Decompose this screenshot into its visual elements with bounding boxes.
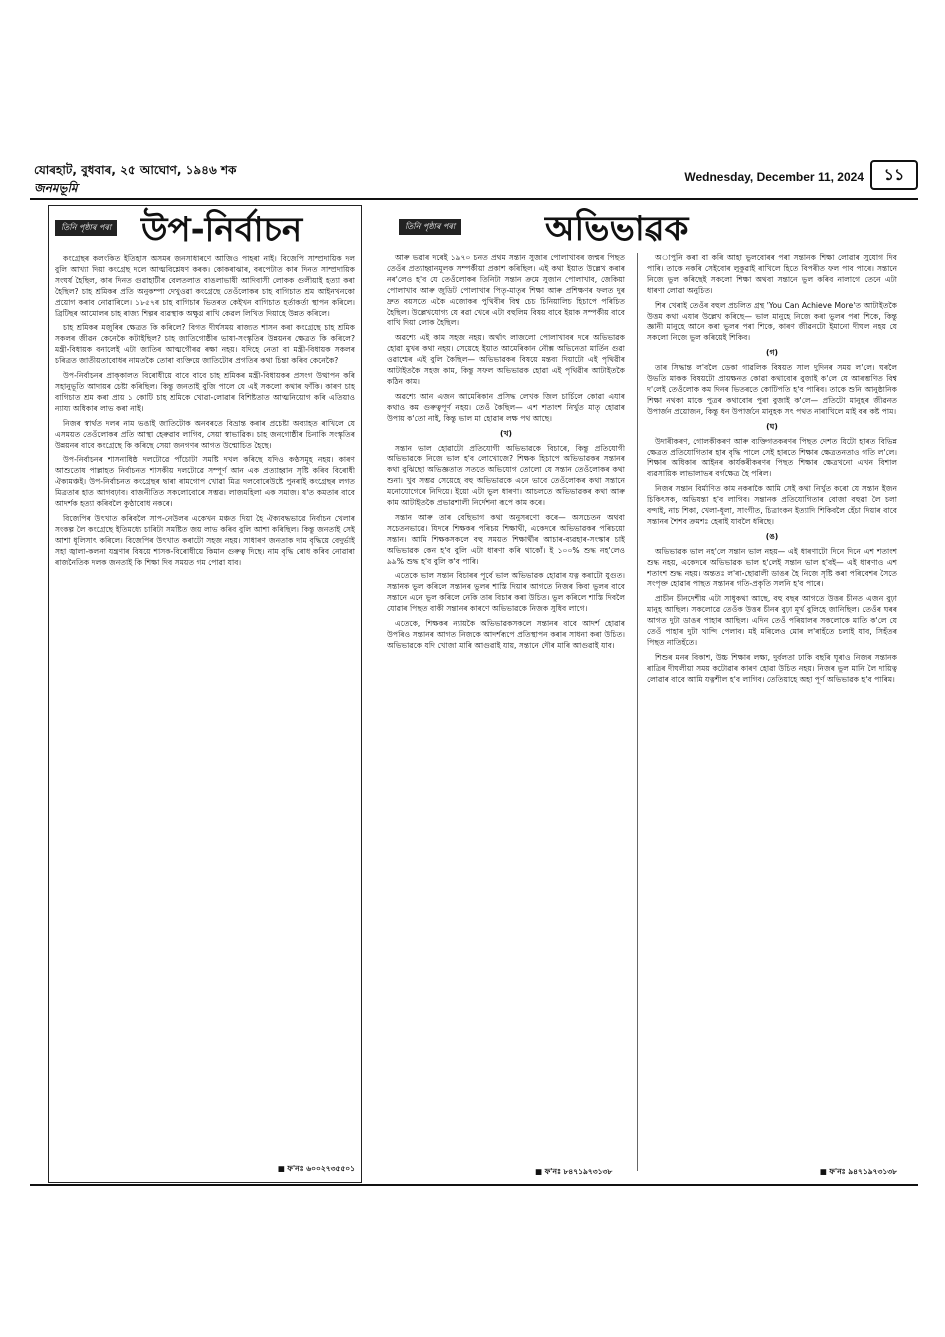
right-col2-para: অভিভাৱক ভাল নহ'লে সন্তান ভাল নহয়— এই ধাৰণাটো দিনে দিনে এশ শতাংশ শুদ্ধ নহয়, একেদৰে অভিভাৱক ভাল হ'লেই সন্তান ভাল হ'বই— এই ধাৰণাও এশ শতাংশ শুদ্ধ নহয়। অন্ততঃ ল'ৰা-ছোৱালী ডাঙৰ হৈ নিজে সৃষ্টি কৰা পৰিবেশৰ সৈতে সংপৃক্ত হোৱাৰ পাছত সন্তানৰ গতি-প্ৰকৃতি সলনি হ'ব পাৰে।	[647, 546, 897, 589]
right-col2-para: শিৰ খেৰাই তেওঁৰ বহুল প্ৰচলিত গ্ৰন্থ 'You Can Achieve More'ত আটাইতকৈ উত্তম কথা এযাৰ উল্লেখ কৰিছে— ভাল মানুহে নিজে কৰা ভুলৰ পৰা শিকে, কিন্তু জ্ঞানী মানুহে আনে কৰা ভুলৰ পৰা শিকে, কাৰণ জীৱনটো ইমানো দীঘল নহয় যে সকলো নিজে ভুল কৰিয়েই শিকিব।	[647, 300, 897, 343]
left-paragraph: চাহ শ্ৰমিকৰ মজুৰিৰ ক্ষেত্ৰত কি কৰিলে? বিগত দীৰ্ঘসময় ৰাজ্যত শাসন কৰা কংগ্ৰেছে চাহ শ্ৰমিক সকলৰ জীৱন কেনেকৈ কটাইছিল? চাহ জাতিগোষ্ঠীৰ ভাষা-সংস্কৃতিৰ উন্নয়নৰ ক্ষেত্ৰত কি কৰিলে? মন্ত্ৰী-বিধায়ক বনালেই এটা জাতিৰ আত্মগৌৰৱ ৰক্ষা নহয়। যদিহে নেতা বা মন্ত্ৰী-বিধায়ক সকলৰ চৰিত্ৰত জাতীয়তাবোধৰ নামতকৈ তোৰা ব্যক্তিয়ে জাতিটোৰ প্ৰগতিৰ কথা চিন্তা কৰিব কেনেকৈ?	[55, 323, 355, 366]
section-number: (ঙ)	[765, 531, 779, 541]
right-col1-para: এতেকে ভাল সন্তান বিচাৰৰ পূৰ্বে ভাল অভিভাৱক হোৱাৰ যত্ন কৰাটো যুগুত। সন্তানক ভুল কৰিলে সন্তানৰ ভুলৰ শাস্তি দিয়াৰ আগতে নিজৰ কিবা ভুলৰ বাবে সন্তানে এনে ভুল কৰিলে নেকি তাৰ বিচাৰ কৰা উচিত। ভুল কৰিলে শাস্তি দিবলৈ যোৱাৰ পিছত বাকী সন্তানৰ কাৰণে অভিভাৱকে নিজক সুধিব লাগে।	[387, 571, 625, 614]
right-col2-para: শিশুৰ মনৰ বিকাশ, উচ্চ শিক্ষাৰ লক্ষ্য, দুৰ্বলতা ঢাকি বছৰি ঘূৰাও নিজৰ সন্তানক ৰাত্ৰিৰ দীঘলীয়া সময় কটোৱাৰ কাৰণ হোৱা উচিত নহয়। নিজৰ ভুল মানি লৈ দায়িত্ব লোৱাৰ বাবে আমি যত্নশীল হ'ব লাগিব। তেতিয়াহে অহা পূৰ্ণ অভিভাৱক হ'ব পাৰিম।	[647, 652, 897, 684]
right-kicker: তিনি পৃষ্ঠাৰ পৰা	[399, 219, 461, 235]
right-col2-para: নিজৰ সন্তান বিৰ্মাণিত কাম নকৰাকৈ আমি সেই কথা নিৰ্খুত কৰো যে সন্তান ইজন চিকিৎসক, অভিযন্তা হ'ব লাগিব। সন্তানক প্ৰতিযোগিতাৰ বোজা বহুৱা লৈ চলা বন্দাই, নাচ শিকা, খেলা-ধূলা, সাংগীত, চিত্ৰাংকন ইত্যাদি শিকিবলৈ হেঁচা দিয়াৰ বাবে সন্তানৰ শৈশব ক্ৰমশঃ হেৰাই যাবলৈ ধৰিছে।	[647, 484, 897, 526]
section-number: (খ)	[500, 428, 512, 438]
right-col1-para: আৰু ভৱাৰ দৰেই ১৯৭০ চনত প্ৰথম সন্তান সুজাৰ পোলাখাবৰ জন্মৰ পিছত তেওঁৰ প্ৰত্যাহ্বানমূলক সম্পৰ্কীয়া প্ৰকাশ কৰিছিল। এই কথা ইয়াত উল্লেখ কৰাৰ নৰ'লেও হ'ব যে তেওঁলোকৰ তিনিটা সন্তান ক্ৰমে সুজান পোলাখাব, জেকিয়া পোলাখাব আৰু জুডিট পোলাখাৰ পিতৃ-মাতৃৰ শিক্ষা আৰু প্ৰশিক্ষণৰ ফলত দুৰ দ্ৰুত বয়সতে একৈ এজোকৰ পুথিবীৰ বিশ্ব চেচ চিনিয়ালিচ হিচাপে পৰিচিত হৈছিল। উল্লেখযোগ্য যে ৰৱা খেৰে এটা বহুলিম বিষয় বাবে ইয়াক সম্পৰ্কীয় বাবে বাখি দিয়া লোক হৈছিল।	[387, 253, 625, 328]
right-title-row	[385, 205, 897, 253]
left-phone-byline: ■ ফ'নঃ ৬০০২৭৩৫৫০১	[277, 1164, 355, 1173]
section-number: (গ)	[766, 348, 778, 358]
masthead	[30, 160, 918, 204]
left-paragraph: উপ-নিৰ্বাচনৰ শাসনাধিষ্ঠ দলটোৱে পাঁচোটা সমষ্টি দখল কৰিছে যদিও কণ্ঠসমূহ নহয়। কাৰণ আশুতোষ পাল্লাহত নিৰ্বাচনত শাসকীয় দলটোৱে সম্পূৰ্ণ আন এক প্ৰত্যাহ্বান সৃষ্টি কৰিব বিৰোধী ঐক্যমঞ্চই। উপ-নিৰ্বাচনত কংগ্ৰেছৰ দ্বাৰা ৰামগোপ খোৱা মিত্ৰ দলবোৰেউষ্টে পুনৰাই কংগ্ৰেছৰ লগত মিত্ৰতাৰ হাত আগবঢ়াব। বাজনীতিত সকলোবোৰে সম্ভৱ। লাজমহিলা এক সমাজ। ষ'ত কমতাৰ বাবে আদৰ্শক হত্যা কৰিবলৈ কুণ্ঠাবোধ নকৰে।	[55, 455, 355, 509]
left-article	[48, 205, 362, 1183]
header-rule	[30, 198, 918, 200]
right-col1-para: অৱশ্যে আন এজন আমেৰিকান প্ৰসিদ্ধ লেখক জিল চাৰ্চিলে কোৱা এযাৰ কথাও কম গুৰুত্বপূৰ্ণ নহয়। তেওঁ কৈছিল— এশ শতাংশ নিৰ্খুত মাতৃ হোৱাৰ উপায় ক'তো নাই, কিন্তু ভাল মা হোৱাৰ লক্ষ পথ আছে।	[387, 391, 625, 423]
left-kicker: তিনি পৃষ্ঠাৰ পৰা	[55, 220, 117, 236]
newspaper-logo: জনমভূমি	[34, 181, 78, 195]
left-article-body	[55, 254, 355, 1164]
right-headline: অভিভাৱক	[545, 209, 689, 249]
right-col1-para: সন্তান ভাল হোৱাটো প্ৰতিযোগী অভিভাৱকে বিচাৰে, কিন্তু প্ৰতিযোগী অভিভাৱকে নিজে ভাল হ'ব লোখোজে? শিক্ষক হিচাপে অভিভাৱকৰ সন্তানৰ কথা বুঝিছো অভিজ্ঞতাত সততে অভিযোগ তোলো যে সন্তান তেওঁলোকৰ কথা শুনা। খুব সম্ভৱ সেয়েহে বহু অভিভাৱকে এনে ভাবে তেওঁলোকৰ কথা সন্তানে মনোযোগেৰে নিদিয়ে। ইয়ো এটা ভুল ধাৰণা। আচলতে অভিভাৱকৰ কথা আৰু কাম আটাইতকৈ প্ৰভাৱশালী নিৰ্দেশনা ৰূপে কাম কৰে।	[387, 443, 625, 508]
dateline: যোৰহাট, বুধবাৰ, ২৫ আঘোণ, ১৯৪৬ শক	[34, 163, 237, 177]
right-article-col-1	[387, 253, 625, 1171]
right-col2-para: উদাৰীকৰণ, গোলকীকৰণ আৰু ব্যক্তিগতকৰণৰ পিছত দেশত যিটো হাৰত বিভিন্ন ক্ষেত্ৰত প্ৰতিযোগিতাৰ হাৰ বৃদ্ধি পালে সেই হাৰতে শিক্ষাৰ ক্ষেত্ৰতনতাও গতি ল'লে। শিক্ষাৰ অধিকাৰ আইনৰ কাৰ্যকৰীকৰণৰ পিছত শিক্ষাৰ ক্ষেত্ৰখনো এখন বিশাল ব্যৱসায়িক লাভালাভৰ বৰ্গক্ষেত্ৰ হৈ পৰিল।	[647, 436, 897, 479]
column-divider	[637, 253, 638, 1171]
right-article	[385, 205, 897, 1181]
right-col1-para: সন্তান আৰু তাৰ বেছিভাগ কথা অনুসৰণো কৰে— অসচেতন অথবা সচেতনভাৱে। যিদৰে শিক্ষকৰ পৰিচয় শিক্ষাথী, একেদৰে অভিভাৱকৰ পৰিচয়ো সন্তান। আমি শিক্ষকসকলে বহু সময়ত শিক্ষাৰ্থীৰ আচাৰ-ব্যৱহাৰ-সংস্কাৰ চাই অভিভাৱক কেন হ'ব বুলি এটা ধাৰণা কৰি থাকোঁ। ই ১০০% শুদ্ধ নহ'লেও ৯৯% শুদ্ধ হ'ব বুলি ক'ব পাৰি।	[387, 512, 625, 566]
english-date: Wednesday, December 11, 2024	[684, 170, 864, 184]
right-phone-byline-a: ■ ফ'নঃ ৮৪৭১৯৭৩১৩৮	[535, 1167, 613, 1176]
right-col1-para: অৱশ্যে এই কাম সহজ নহয়। অৰ্থাৎ লাজলো পোলাখাবৰ দৰে অভিভাৱক হোৱা মুখৰ কথা নহয়। সেয়েহে ইয়াত আমেৰিকান নৌক্স অভিনেতা মাৰ্তিন গুৱা ওৱাশ্মেৰ এই বুলি কৈছিল— অভিভাৱকৰ বিষয়ে মন্তব্য দিয়াটো এই পৃথিৱীৰ আটাইতকৈ সহজ কাম, কিন্তু সফল অভিভাৱক হোৱা এই পৃথিৱীৰ আটাইতকৈ কঠিন কাম।	[387, 333, 625, 386]
right-col2-para: অাপুনি কৰা বা কৰি আহা ভুলবোৰৰ পৰা সন্তানক শিক্ষা লোৱাৰ সুযোগ দিব পাৰি। তাকে নকৰি সেইবোৰ লুকুৱাই ৰাখিলে হিতে বিপৰীত ফল পাব পাৰে। সন্তানে নিজে ভুল কৰিছেই সকলো শিক্ষা অথবা সন্তানে ভুল কৰিব নালাগে তেনে এটা ধাৰণা লোৱা অনুচিত।	[647, 253, 897, 295]
page-number: ১১	[870, 160, 918, 190]
left-paragraph: নিজৰ স্বাৰ্থত দলৰ নাম ভঙাই জাতিটোক অনবৰতে বিভ্ৰান্ত কৰাৰ প্ৰচেষ্টা অব্যাহত ৰাখিলে যে এসময়ত তেওঁলোকৰ প্ৰতি আস্থা হেৰুৱাব লাগিব, সেয়া স্বাভাৱিক। চাহ জনগোষ্ঠীৰ চিনাকি সংস্কৃতিৰ উন্নয়নৰ বাবে কংগ্ৰেছে কি কৰিছে সেয়া জনগণৰ আগত উন্মোচিত হৈছে।	[55, 418, 355, 450]
left-paragraph: উপ-নিৰ্বাচনৰ প্ৰাক্‌কালত বিৰোধীয়ে বাবে বাবে চাহ শ্ৰমিকৰ মন্ত্ৰী-বিধায়কৰ প্ৰসংগ উত্থাপন কৰি সহানুভূতি আদায়ৰ চেষ্টা কৰিছিল। কিন্তু জনতাই বুজি পালে যে এই সকলো কথাৰ ফাঁকি। কাৰণ চাহ বাগিচাত শ্ৰম কৰা প্ৰায় ১ কোটি চাহ শ্ৰমিকে খোৱা-লোৱাৰ বিশিষ্টতাত আত্মনিয়োগ কৰি এতিয়াও ন্যায্য অধিকাৰ লাভ কৰা নাই।	[55, 371, 355, 413]
left-paragraph: কংগ্ৰেছৰ কলংকিত ইতিহাস অসমৰ জনসাধাৰণে আজিও পাহৰা নাই। বিজেপি সাম্প্ৰদায়িক দল বুলি আখ্যা দিয়া কংগ্ৰেছ দলে আত্মবিশ্লেষণ কৰক। কোকৰাঝাৰ, বৰপেটাত কাৰ দিনত সাম্প্ৰদায়িক সংঘৰ্ষ হৈছিল, কাৰ দিনত গুৱাহাটীৰ বেলতলাত বাঙলাভাষী আদিবাসী লোকক গুলীয়াই হত্যা কৰা হৈছিল? চাহ শ্ৰমিকৰ প্ৰতি অনুকম্পা দেখুওৱা কংগ্ৰেছে তেওঁলোকৰ চাহ বাগিচাত শ্ৰম আইনখনকো প্ৰয়োগ কৰাব নোৱাৰিলে। ১৮৫৭ৰ চাহ বাগিচাৰ ভিতৰত কেইখন বাগিচাত হৰ্তাকৰ্তা স্থাপন কৰিলে। ব্ৰিটিছৰ আমোলৰ চাহ ৰাজ্য শিল্পৰ ব্যৱস্থাক অক্ষুণ্ণ ৰাখি কেৱল লিখিত দিয়াহে উন্নত কৰিলে।	[55, 254, 355, 318]
left-title-row	[49, 206, 361, 254]
right-phone-byline-b: ■ ফ'নঃ ৯৪৭১৯৭৩১৩৮	[819, 1167, 897, 1176]
footer-rule	[30, 1184, 918, 1186]
section-number: (ঘ)	[766, 421, 778, 431]
right-article-col-2	[647, 253, 897, 1161]
right-col1-para: এতেকে, শিক্ষকৰ ন্যায়কৈ অভিভাৱকসকলে সন্তানৰ বাবে আদৰ্শ হোৱাৰ উপৰিও সন্তানৰ আগত নিজকে আদৰ্শৰূপে প্ৰতিস্থাপন কৰাৰ সাধনা কৰা উচিত। অভিভাৱকে যদি খোজা মাৰি আগুৱাই যায়, সন্তানে দৌৰ মাৰি আগুৱাই যাব।	[387, 619, 625, 650]
left-paragraph: বিজেপিৰ উৎখাত কৰিবলৈ সাপ-নেউলৰ একেখন মঞ্চত দিয়া হৈ ঐক্যবদ্ধভাৱে নিৰ্বাচন খেলাৰ সংকল্প লৈ কংগ্ৰেছে ইতিমধ্যে চাৰিটা সমষ্টিত জয় লাভ কৰিব বুলি আশা কৰিছিল। কিন্তু জনতাই সেই আশা ধূলিসাৎ কৰিলে। বিজেপিৰ উৎখাত কৰাটো সহজ নহয়। সাধাৰণ জনতাক দাম বৃদ্ধিয়ে বেদুৰ্ভাই সহা জ্বালা-কলনা যন্ত্ৰণাৰ বিষয়ে শাসক-বিৰোধীয়ে কিমান গুৰুত্ব দিছে। নাম বৃদ্ধি ৰোধ কৰিব নোৱাৰা ৰাজনৈতিক দলক জনতাই কি শিক্ষা দিব সময়ত গম পোৱা যাব।	[55, 513, 355, 567]
left-headline: উপ-নিৰ্বাচন	[141, 210, 303, 250]
right-col2-para: তাৰ সিদ্ধান্ত ল'বলৈ ডেকা গাৱলিক বিষয়ত সাল দুদিনৰ সময় ল'লে। ঘৰলৈ উভতি মাকক বিষয়টো প্ৰায়ক্ষনত কোৱা কথাবোৰ বুজাই ক'লে যে আৰম্ভণিত বিশ্ব দ'লেই তেওঁলোক কম দিনৰ ভিতৰতে কোটিপতি হ'ব পাৰিব। তাকে শুনি আনুষ্ঠানিক শিক্ষা নথকা মাকে পুত্ৰৰ কথাবোৰ পুৰা বুজাই ক'লে— প্ৰতিটো মানুহৰ জীৱনত উপাৰ্জন প্ৰয়োজন, কিন্তু ধন উপাৰ্জনে মানুহক সৎ পথত নাৰাখিলে মাই বৰ কষ্ট পাম।	[647, 363, 897, 416]
right-col2-para: প্ৰাচীন চীনদেশীয় এটা সাধুকথা আছে, বহু বছৰ আগতে উত্তৰ চীনত এজন বুঢ়া মানুহ আছিল। সকলোৱে তেওঁক উত্তৰ চীনৰ বুঢ়া মূৰ্খ বুলিহে জানিছিল। তেওঁৰ ঘৰৰ আগত দুটা ডাঙৰ পাহাৰ আছিল। এদিন তেওঁ পৰিয়ালৰ সকলোকে মাতি ক'লে যে তেওঁ পাহাৰ দুটা খান্দি পেলাব। মই মৰিলেও মোৰ ল'ৰাহঁতে চলাই যাব, সিহঁতৰ পিছত নাতিহঁতে।	[647, 594, 897, 647]
